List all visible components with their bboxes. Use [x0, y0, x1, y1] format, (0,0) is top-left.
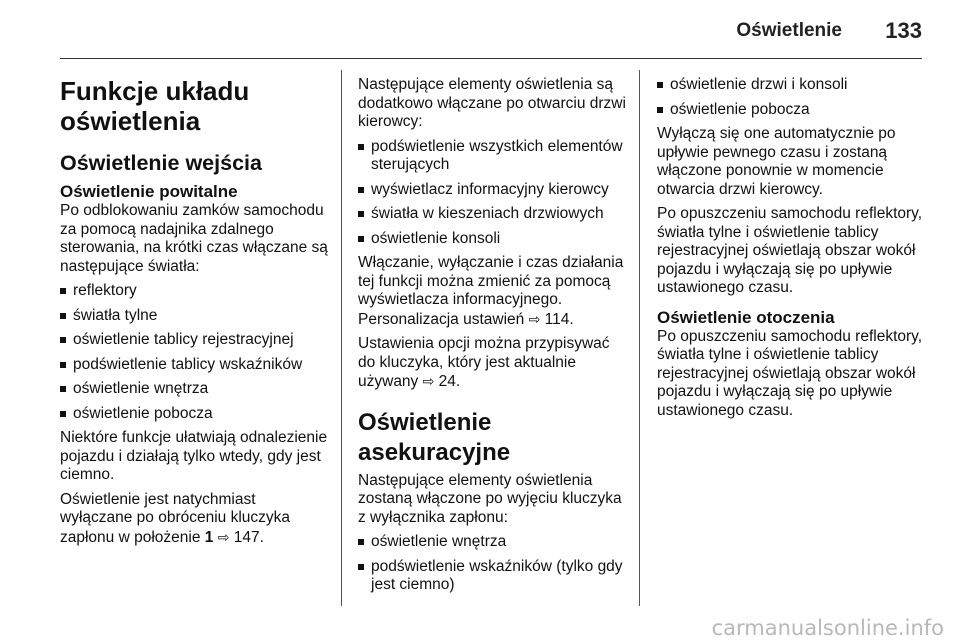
paragraph-ambient: Po opuszczeniu samochodu reflektory, światła tylne i oświetlenie tablicy rejestracyjnej oświetlają obszar wokół pojazdu i wyłączają się po upływie ustawionego czasu. [657, 327, 923, 419]
section-title-exit-lighting: Oświetlenie asekuracyjne [358, 408, 511, 466]
paragraph-driver-door: Następujące elementy oświetlenia są dodatkowo włączane po otwarciu drzwi kierowcy: [358, 76, 626, 130]
list-item: oświetlenie tablicy rejestracyjnej [60, 331, 328, 350]
column-divider-1 [341, 70, 342, 606]
paragraph-auto-off: Wyłączą się one automatycznie po upływie pewnego czasu i zostaną włączone ponownie w momencie otwarcia drzwi kierowcy. [657, 125, 896, 198]
list-item: oświetlenie konsoli [358, 230, 630, 249]
list-item: światła tylne [60, 307, 328, 326]
list-item: podświetlenie wskaźników (tylko gdy jest ciemno) [358, 558, 630, 595]
column-3 [657, 76, 927, 426]
page-ref-link[interactable]: 114. [544, 310, 574, 328]
list-item: podświetlenie wszystkich elementów sterujących [358, 138, 630, 175]
bullet-list-exit-cont [657, 76, 927, 119]
ignition-position: 1 [204, 528, 214, 546]
list-item: reflektory [60, 282, 328, 301]
page-ref-link[interactable]: 147. [233, 528, 264, 546]
chapter-title: Funkcje układu oświetlenia [60, 76, 250, 136]
list-item: oświetlenie wnętrza [358, 533, 630, 552]
bullet-list-door [358, 138, 630, 249]
paragraph-exit-intro: Następujące elementy oświetlenia zostaną włączone po wyjęciu kluczyka z wyłącznika zapłonu: [358, 471, 622, 526]
list-item: podświetlenie tablicy wskaźników [60, 356, 328, 375]
page-ref-icon: ⇨ [217, 528, 230, 545]
list-item: oświetlenie drzwi i konsoli [657, 76, 927, 95]
watermark: carmanualsonline.info [711, 616, 944, 640]
list-item: oświetlenie pobocza [60, 405, 328, 424]
column-2 [358, 76, 630, 601]
page-ref-icon: ⇨ [422, 373, 435, 389]
page-ref-icon: ⇨ [528, 310, 541, 327]
page-number: 133 [885, 18, 922, 43]
list-item: światła w kieszeniach drzwiowych [358, 205, 630, 224]
paragraph-darkness-note: Niektóre funkcje ułatwiają odnalezienie pojazdu i działają tylko wtedy, gdy jest ciemno. [60, 429, 328, 483]
paragraph-intro: Po odblokowaniu zamków samochodu za pomocą nadajnika zdalnego sterowania, na krótki czas włączane są następujące światła: [60, 202, 328, 275]
list-item: wyświetlacz informacyjny kierowcy [358, 181, 630, 200]
section-title-entry-lighting: Oświetlenie wejścia [60, 151, 262, 175]
column-1 [60, 76, 328, 553]
paragraph-switch-off: Oświetlenie jest natychmiast wyłączane po obróceniu kluczyka zapłonu w położenie 1 ⇨ 147. [60, 490, 291, 546]
paragraph-leaving-vehicle: Po opuszczeniu samochodu reflektory, światła tylne i oświetlenie tablicy rejestracyjnej oświetlają obszar wokół pojazdu i wyłączają się po upływie ustawionego czasu. [657, 205, 923, 296]
paragraph-key-assignment: Ustawienia opcji można przypisywać do kluczyka, który jest aktualnie używany ⇨ 24. [358, 335, 610, 390]
subsection-title-ambient-lighting: Oświetlenie otoczenia [657, 307, 835, 327]
bullet-list-welcome [60, 282, 328, 423]
list-item: oświetlenie wnętrza [60, 380, 328, 399]
paragraph-personalization: Włączanie, wyłączanie i czas działania tej funkcji można zmienić za pomocą wyświetlacza informacyjnego. Personalizacja ustawień ⇨ 114. [358, 254, 624, 328]
subsection-title-welcome-lighting: Oświetlenie powitalne [60, 182, 238, 201]
header-rule [60, 58, 922, 59]
bullet-list-exit [358, 533, 630, 595]
page-header [0, 0, 960, 60]
list-item: oświetlenie pobocza [657, 101, 927, 120]
header-title: Oświetlenie [736, 20, 842, 41]
column-divider-2 [639, 70, 640, 606]
page-ref-link[interactable]: 24. [438, 373, 461, 390]
